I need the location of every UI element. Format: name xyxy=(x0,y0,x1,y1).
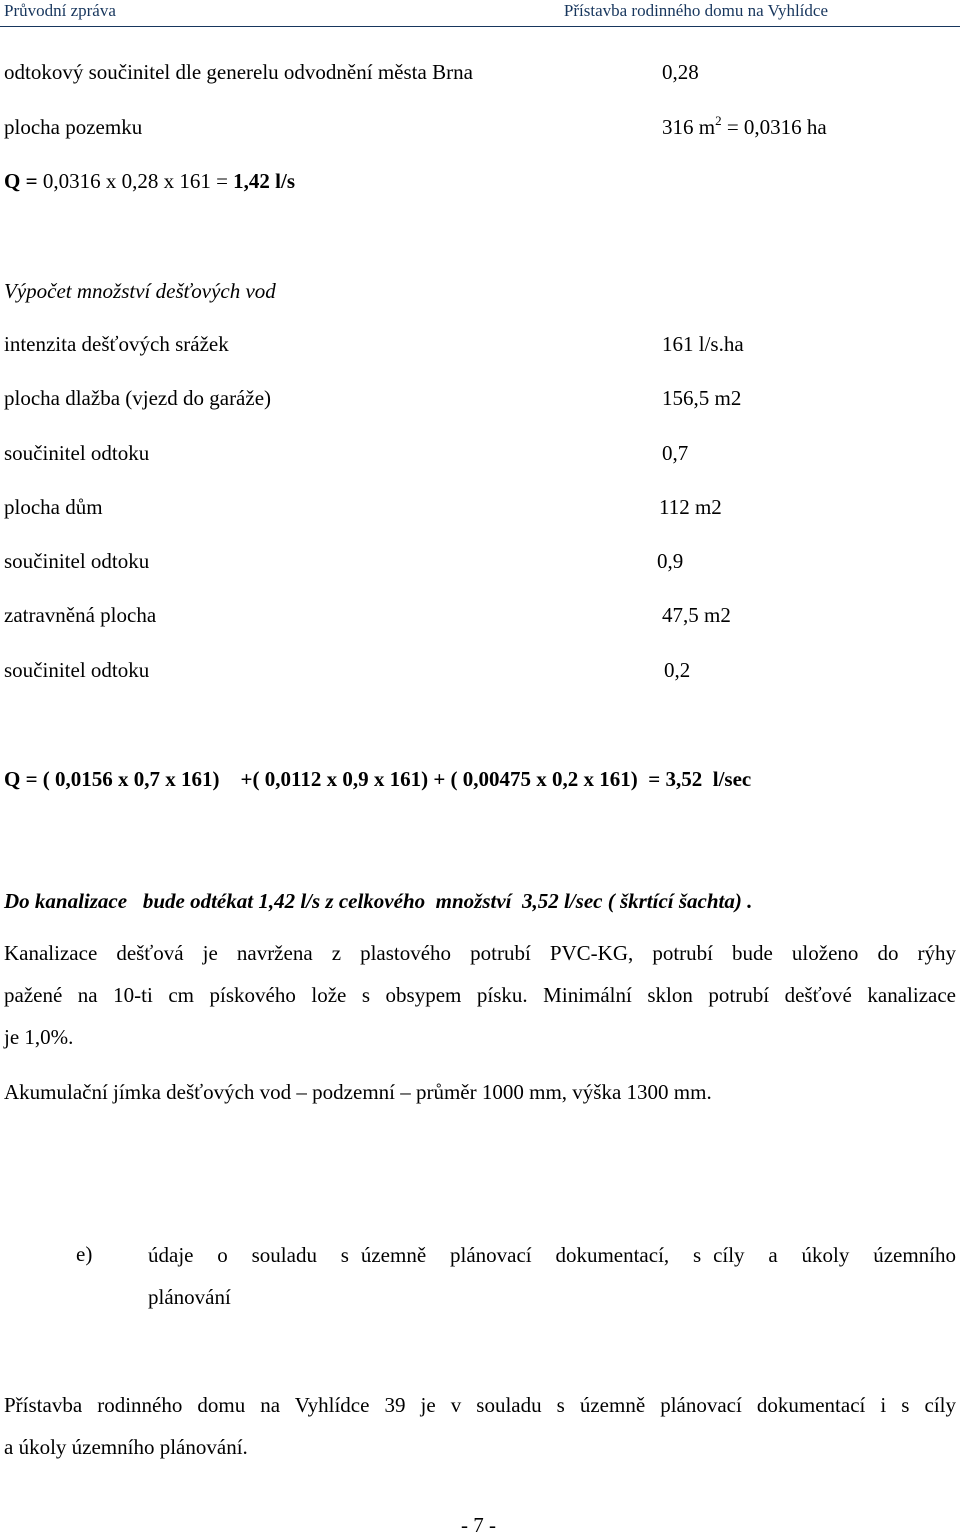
plot-value-hectares: = 0,0316 ha xyxy=(721,115,827,139)
rain-row-value: 161 l/s.ha xyxy=(662,332,744,356)
coef-value: 0,28 xyxy=(662,60,699,84)
header-divider xyxy=(0,26,960,27)
plot-value-exponent: 2 xyxy=(715,113,722,128)
drainage-emphasis: Do kanalizace bude odtékat 1,42 l/s z celkového množství 3,52 l/sec ( škrtící šachta) . xyxy=(4,889,753,913)
page-number: - 7 - xyxy=(461,1513,496,1537)
rain-row-value: 0,2 xyxy=(664,658,691,682)
drainage-paragraph xyxy=(4,932,956,1058)
rain-row-label: intenzita dešťových srážek xyxy=(4,332,229,356)
rain-row-value: 156,5 m2 xyxy=(662,386,742,410)
section-e-marker: e) xyxy=(76,1242,93,1266)
rain-row-value: 47,5 m2 xyxy=(662,603,731,627)
rain-row-value: 112 m2 xyxy=(659,495,722,519)
rain-row-label: plocha dlažba (vjezd do garáže) xyxy=(4,386,272,410)
rain-formula: Q = ( 0,0156 x 0,7 x 161) +( 0,0112 x 0,9 x 161) + ( 0,00475 x 0,2 x 161) = 3,52 l/sec xyxy=(4,767,752,791)
rain-row-value: 0,7 xyxy=(662,441,689,465)
rain-row-label: součinitel odtoku xyxy=(4,549,150,573)
compliance-line: Přístavba rodinného domu na Vyhlídce 39 je v souladu s územně plánovací dokumentací i s cíly xyxy=(4,1393,956,1417)
runoff-formula-q: Q = xyxy=(4,169,43,193)
rain-row-label: součinitel odtoku xyxy=(4,658,150,682)
runoff-formula xyxy=(4,169,295,194)
header-left: Průvodní zpráva xyxy=(4,1,116,20)
drainage-line: pažené na 10-ti cm pískového lože s obsypem písku. Minimální sklon potrubí dešťové kanalizace xyxy=(4,983,956,1007)
plot-value-number: 316 m xyxy=(662,115,716,139)
section-e-heading xyxy=(148,1234,956,1318)
coef-label: odtokový součinitel dle generelu odvodnění města Brna xyxy=(4,60,473,84)
rain-row-label: plocha dům xyxy=(4,495,103,519)
compliance-paragraph xyxy=(4,1384,956,1468)
rain-row-value: 0,9 xyxy=(657,549,684,573)
rain-row-label: součinitel odtoku xyxy=(4,441,150,465)
header-right: Přístavba rodinného domu na Vyhlídce xyxy=(563,1,828,20)
drainage-line: Kanalizace dešťová je navržena z plastového potrubí PVC-KG, potrubí bude uloženo do rýhy xyxy=(4,941,956,965)
plot-value xyxy=(662,115,827,140)
plot-label: plocha pozemku xyxy=(4,115,143,139)
rain-section-title: Výpočet množství dešťových vod xyxy=(4,279,276,303)
runoff-formula-result: 1,42 l/s xyxy=(233,169,295,193)
rain-row-label: zatravněná plocha xyxy=(4,603,157,627)
section-e-heading-line: plánování xyxy=(148,1285,231,1309)
runoff-formula-expr: 0,0316 x 0,28 x 161 = xyxy=(42,169,234,193)
compliance-line: a úkoly územního plánování. xyxy=(4,1435,248,1459)
section-e-heading-line: údaje o souladu s územně plánovací dokumentací, s cíly a úkoly územního xyxy=(148,1243,956,1267)
tank-text: Akumulační jímka dešťových vod – podzemní – průměr 1000 mm, výška 1300 mm. xyxy=(4,1080,712,1104)
drainage-line: je 1,0%. xyxy=(4,1025,74,1049)
